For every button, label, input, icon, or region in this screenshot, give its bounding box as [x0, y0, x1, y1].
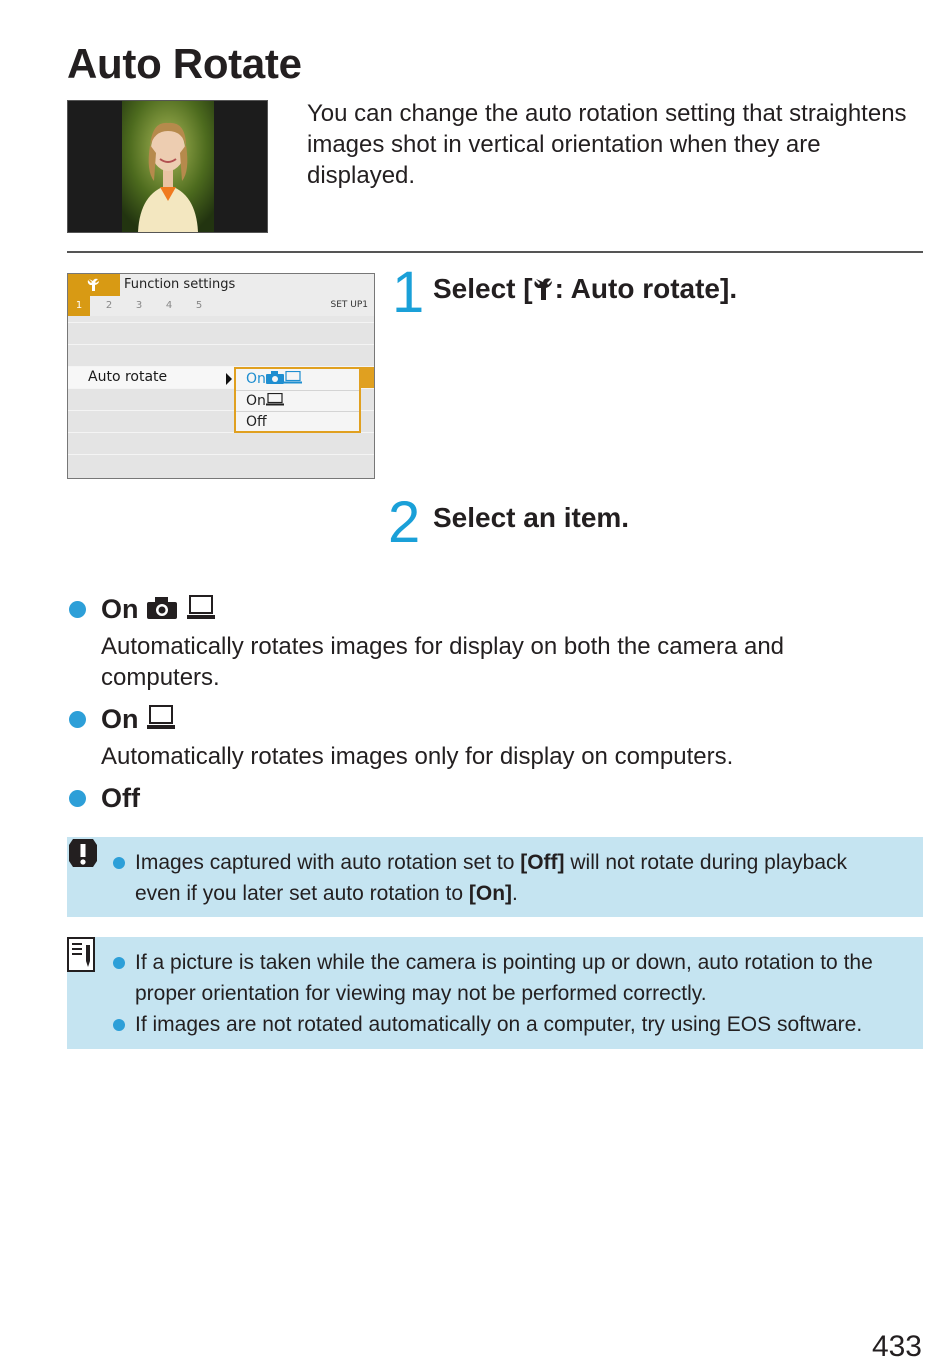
- intro-paragraph: You can change the auto rotation setting that straightens images shot in vertical orientation when they are displayed.: [307, 100, 907, 189]
- item-on-camera-computer-desc: Automatically rotates images for display on both the camera and computers.: [101, 633, 785, 691]
- wrench-icon: [533, 277, 555, 301]
- bullet-dot: [113, 957, 125, 969]
- screen-row: [68, 432, 374, 454]
- screen-tab-4[interactable]: 4: [165, 300, 173, 311]
- item-on-computer-desc: Automatically rotates images only for display on computers.: [101, 743, 734, 770]
- step-1-number: 1: [392, 260, 423, 325]
- step-2-text: Select an item.: [433, 502, 630, 533]
- bullet-dot: [69, 601, 86, 618]
- screen-header: [68, 274, 374, 297]
- computer-icon: [146, 705, 176, 731]
- memo-text-2: If images are not rotated automatically on a computer, try using EOS software.: [135, 1013, 863, 1036]
- step-2-number: 2: [388, 490, 419, 555]
- memo-icon: [67, 937, 97, 973]
- bullet-dot: [113, 1019, 125, 1031]
- menu-row-label-cell: [68, 367, 234, 388]
- bullet-dot: [69, 711, 86, 728]
- computer-icon: [266, 393, 284, 406]
- portrait-photo: [67, 100, 268, 233]
- wrench-icon: [68, 274, 120, 296]
- item-on-computer-title: On: [101, 704, 176, 735]
- memo-text-1: If a picture is taken while the camera is pointing up or down, auto rotation to the proper orientation for viewing may not be performed correctly.: [135, 951, 873, 1005]
- camera-icon: [146, 596, 178, 620]
- caution-text: Images captured with auto rotation set to [Off] will not rotate during playback even if you later set auto rotation to [On].: [135, 851, 848, 905]
- screen-tab-2[interactable]: 2: [105, 300, 113, 311]
- camera-menu-screen: [67, 273, 375, 479]
- option-popup: [234, 367, 361, 433]
- option-on-camera-computer[interactable]: On: [236, 369, 359, 390]
- item-on-camera-computer-title: On: [101, 594, 216, 625]
- memo-box: [67, 937, 923, 1049]
- caution-icon: [67, 837, 99, 869]
- menu-row-label: Auto rotate: [88, 369, 168, 385]
- page-number: 433: [871, 1330, 922, 1363]
- screen-row: [68, 322, 374, 344]
- item-off-title: Off: [101, 783, 140, 813]
- option-off[interactable]: Off: [236, 411, 359, 432]
- screen-header-title: Function settings: [124, 277, 236, 292]
- screen-row: [68, 344, 374, 366]
- bullet-dot: [113, 857, 125, 869]
- camera-icon: [266, 371, 284, 384]
- screen-setup-label: SET UP1: [330, 300, 368, 310]
- screen-tab-5[interactable]: 5: [195, 300, 203, 311]
- pointer-icon: [226, 373, 232, 385]
- screen-row: [68, 454, 374, 479]
- screen-tab-3[interactable]: 3: [135, 300, 143, 311]
- option-on-computer[interactable]: On: [236, 390, 359, 411]
- screen-tabs: [68, 296, 374, 316]
- computer-icon: [284, 371, 302, 384]
- bullet-dot: [69, 790, 86, 807]
- page-title: Auto Rotate: [67, 40, 302, 87]
- section-divider: [67, 251, 923, 253]
- caution-box: [67, 837, 923, 917]
- screen-tab-1[interactable]: 1: [68, 296, 90, 316]
- computer-icon: [186, 595, 216, 621]
- step-1-text: Select [ : Auto rotate].: [433, 273, 738, 304]
